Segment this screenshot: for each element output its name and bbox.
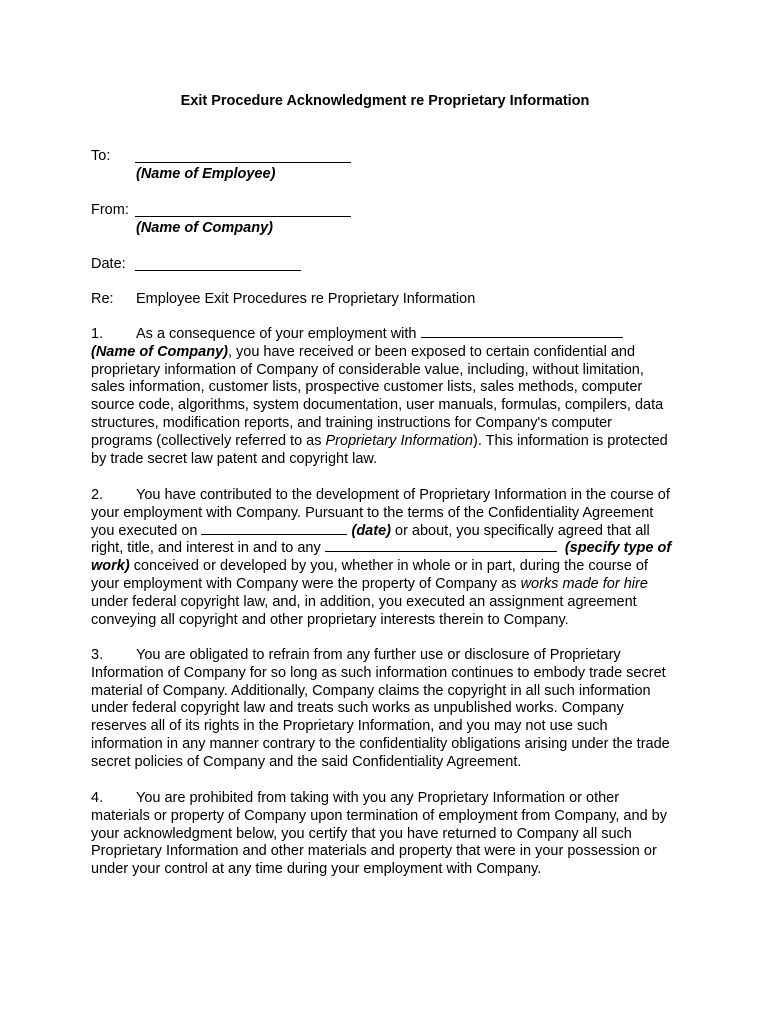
text-line: information in any manner contrary to the confidentiality obligations arising under the trade [91,735,670,752]
text-line: , you have received or been exposed to certain confidential and [227,343,636,360]
to-label: To: [91,148,111,164]
text-line: source code, algorithms, system documentation, user manuals, formulas, compilers, data [91,397,664,414]
date-blank-line [135,270,301,271]
text-line: Information of Company for so long as such information continues to embody trade secret [91,664,666,681]
text-line: under your control at any time during your employment with Company. [91,861,542,878]
text-line: As a consequence of your employment with [136,326,417,342]
text-line: or about, you specifically agreed that all [395,522,650,539]
text-line: You have contributed to the development of Proprietary Information in the course of [136,487,670,503]
company-blank-line [421,326,623,338]
text-line: conveying all copyright and other proprietary interests therein to Company. [91,611,569,628]
text-line: your acknowledgment below, you certify that you have returned to Company all such [91,825,632,842]
text-line: structures, modification reports, and training instructions for Company's computer [91,414,612,431]
text-line: You are obligated to refrain from any further use or disclosure of Proprietary [136,647,621,663]
text-line: secret policies of Company and the said Confidentiality Agreement. [91,753,522,770]
text-line: your employment with Company. Pursuant to the terms of the Confidentiality Agreement [91,504,654,521]
to-blank-line [135,162,351,163]
from-sub-label: (Name of Company) [136,220,273,236]
text-line: material of Company. Additionally, Company claims the copyright in all such information [91,682,651,699]
text-line: sales information, customer lists, prospective customer lists, sales methods, computer [91,379,643,396]
re-label: Re: [91,291,114,307]
paragraph-3-number: 3. [91,647,104,663]
text-line: ). This information is protected [472,432,668,449]
from-label: From: [91,202,129,218]
text-line: reserves all of its rights in the Proprietary Information, and you may not use such [91,718,608,735]
to-sub-label: (Name of Employee) [136,166,276,182]
text-line: under federal copyright law, and, in addition, you executed an assignment agreement [91,593,637,610]
text-line: you executed on [91,522,198,539]
paragraph-2 [91,487,693,629]
text-line: your employment with Company were the property of Company as [91,575,521,592]
document-title: Exit Procedure Acknowledgment re Proprietary Information [180,93,590,109]
text-line: by trade secret law patent and copyright law. [91,450,378,467]
paragraph-4 [91,790,693,879]
name-of-company-label: (Name of Company) [91,343,228,360]
paragraph-1 [91,326,693,468]
specify-type-label: (specify type of [564,540,672,557]
date-blank-line [201,523,347,535]
date-label: Date: [91,256,126,272]
text-line: Proprietary Information and other materials and property that were in your possession or [91,843,657,860]
from-blank-line [135,216,351,217]
re-subject: Employee Exit Procedures re Proprietary Information [136,291,476,307]
proprietary-information-term: Proprietary Information [325,432,473,449]
text-line: proprietary information of Company of considerable value, including, without limitation, [91,361,644,378]
work-type-blank-line [325,540,557,552]
work-label: work) [91,558,130,575]
text-line: conceived or developed by you, whether in whole or in part, during the course of [133,558,648,575]
works-made-for-hire-term: works made for hire [520,575,648,592]
text-line: materials or property of Company upon termination of employment from Company, and by [91,807,667,824]
paragraph-3 [91,647,693,772]
date-sub-label: (date) [351,522,391,539]
paragraph-4-number: 4. [91,790,104,806]
paragraph-2-number: 2. [91,487,104,503]
text-line: You are prohibited from taking with you any Proprietary Information or other [136,790,620,806]
text-line: programs (collectively referred to as [91,432,326,449]
paragraph-1-number: 1. [91,326,104,342]
text-line: under federal copyright law and treats such works as unpublished works. Company [91,700,624,717]
text-line: right, title, and interest in and to any [91,540,321,557]
